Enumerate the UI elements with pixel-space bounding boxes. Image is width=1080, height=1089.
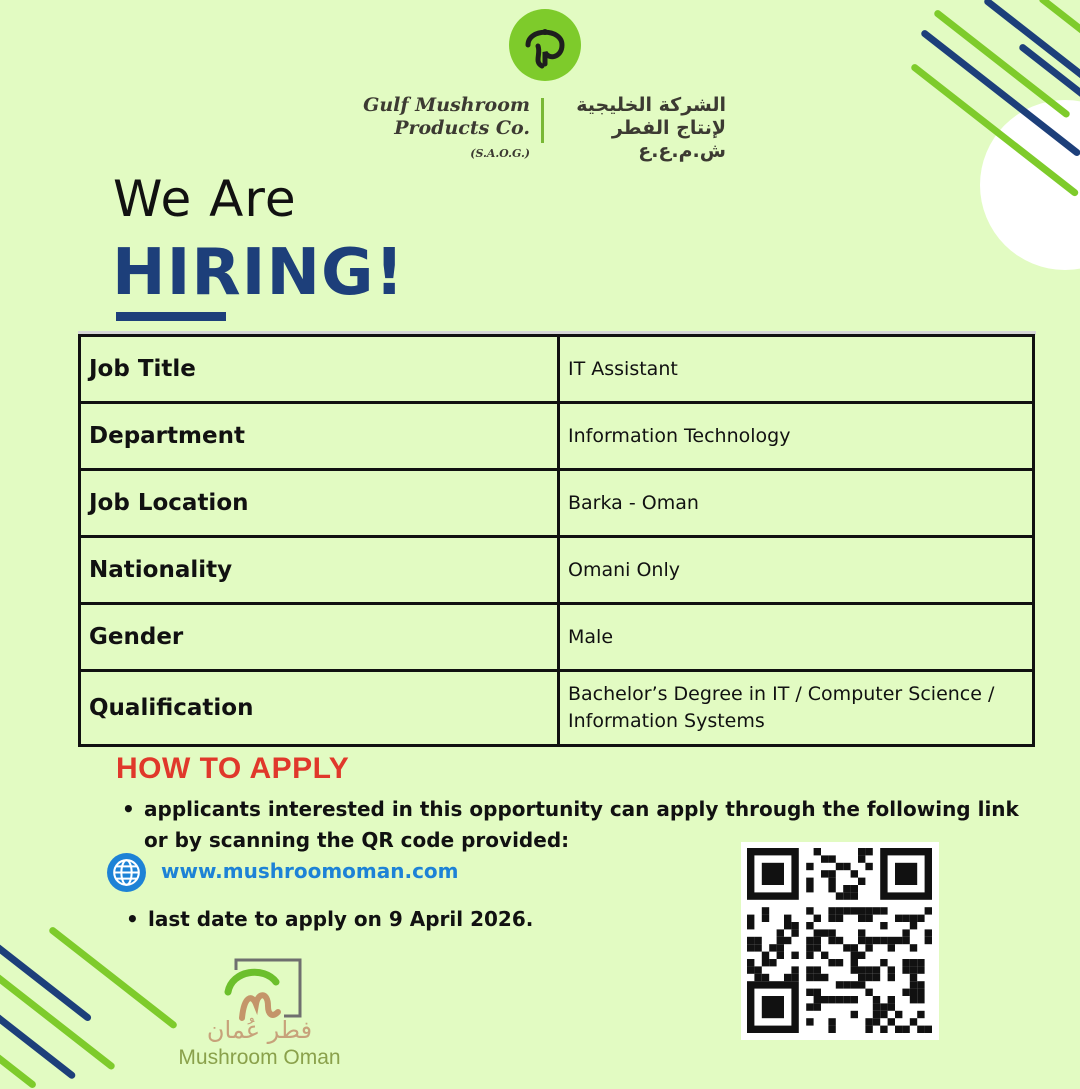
company-name-ar-line1: الشركة الخليجية bbox=[576, 94, 726, 116]
nationality-value: Omani Only bbox=[559, 537, 1034, 604]
headline-hiring: HIRING! bbox=[112, 236, 405, 310]
mushroom-oman-logo-icon bbox=[222, 956, 304, 1024]
qualification-value-line2: Information Systems bbox=[568, 710, 765, 732]
table-row bbox=[80, 470, 1034, 537]
department-label: Department bbox=[80, 403, 559, 470]
table-row bbox=[80, 336, 1034, 403]
department-value: Information Technology bbox=[559, 403, 1034, 470]
qualification-value bbox=[559, 671, 1034, 746]
job-location-value: Barka - Oman bbox=[559, 470, 1034, 537]
apply-instructions-line2: or by scanning the QR code provided: bbox=[144, 828, 570, 852]
headline-we-are: We Are bbox=[113, 170, 297, 228]
qualification-label: Qualification bbox=[80, 671, 559, 746]
table-row bbox=[80, 403, 1034, 470]
how-to-apply-title: HOW TO APPLY bbox=[116, 752, 350, 785]
company-name-en-line2: Products Co. (S.A.O.G.) bbox=[394, 117, 530, 160]
company-name-ar-line2: لإنتاج الفطر ش.م.ع.ع bbox=[611, 117, 726, 162]
job-location-label: Job Location bbox=[80, 470, 559, 537]
job-title-label: Job Title bbox=[80, 336, 559, 403]
job-details-table bbox=[78, 334, 1035, 747]
table-row bbox=[80, 604, 1034, 671]
qr-code-container[interactable] bbox=[741, 842, 939, 1040]
company-name-english bbox=[345, 94, 530, 165]
mushroom-logo-icon bbox=[508, 8, 582, 82]
gender-value: Male bbox=[559, 604, 1034, 671]
globe-icon bbox=[106, 852, 147, 893]
bullet-icon: • bbox=[122, 797, 135, 821]
mushroom-oman-english: Mushroom Oman bbox=[178, 1046, 341, 1069]
apply-instructions-line1: applicants interested in this opportunity can apply through the following link bbox=[144, 797, 1019, 821]
table-row bbox=[80, 537, 1034, 604]
qr-code-icon bbox=[741, 842, 939, 1040]
company-name-arabic bbox=[556, 94, 726, 163]
qualification-value-line1: Bachelor’s Degree in IT / Computer Science / bbox=[568, 683, 995, 705]
job-title-value: IT Assistant bbox=[559, 336, 1034, 403]
website-link[interactable]: www.mushroomoman.com bbox=[161, 859, 459, 883]
mushroom-oman-arabic: فطر عُمان bbox=[206, 1016, 313, 1044]
deadline-bullet bbox=[126, 907, 533, 931]
company-divider bbox=[541, 98, 544, 143]
bullet-icon: • bbox=[126, 907, 139, 931]
table-row bbox=[80, 671, 1034, 746]
hiring-underline bbox=[116, 312, 226, 321]
deadline-text: last date to apply on 9 April 2026. bbox=[148, 907, 534, 931]
nationality-label: Nationality bbox=[80, 537, 559, 604]
gender-label: Gender bbox=[80, 604, 559, 671]
company-suffix: (S.A.O.G.) bbox=[470, 147, 530, 160]
company-name-en-line1: Gulf Mushroom bbox=[363, 94, 530, 116]
